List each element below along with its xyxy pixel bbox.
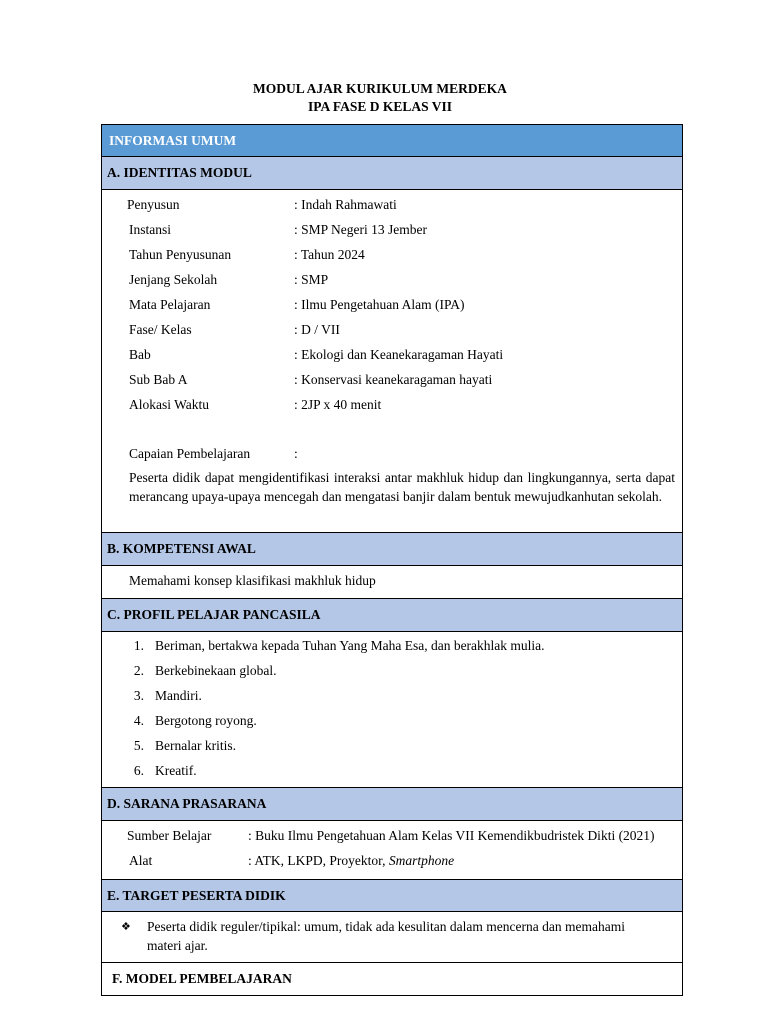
target-text: Peserta didik reguler/tipikal: umum, tidak ada kesulitan dalam mencerna dan memahami materi ajar. — [147, 919, 625, 953]
section-b-header — [101, 533, 683, 566]
alat-value-italic: Smartphone — [388, 853, 455, 868]
informasi-umum-label: INFORMASI UMUM — [109, 132, 237, 148]
profil-item-2: Mandiri. — [155, 688, 202, 703]
profil-item-3: Bergotong royong. — [155, 713, 257, 728]
informasi-umum-header — [101, 124, 683, 157]
profil-num-2: 3. — [133, 688, 144, 703]
identitas-value-6: : Ekologi dan Keanekaragaman Hayati — [294, 347, 504, 362]
section-f-header — [101, 963, 683, 996]
identitas-label-4: Mata Pelajaran — [129, 297, 211, 312]
identitas-label-3: Jenjang Sekolah — [129, 272, 218, 287]
profil-num-5: 6. — [133, 763, 144, 778]
profil-num-4: 5. — [133, 738, 144, 753]
identitas-value-1: : SMP Negeri 13 Jember — [294, 222, 427, 237]
identitas-label-0: Penyusun — [127, 197, 180, 212]
profil-item-1: Berkebinekaan global. — [155, 663, 277, 678]
section-d-label: D. SARANA PRASARANA — [107, 796, 267, 811]
document-title: MODUL AJAR KURIKULUM MERDEKA — [253, 81, 507, 96]
sumber-belajar-label: Sumber Belajar — [127, 828, 212, 843]
identitas-value-8: : 2JP x 40 menit — [294, 397, 382, 412]
document-subtitle: IPA FASE D KELAS VII — [307, 99, 453, 114]
profil-num-0: 1. — [133, 638, 144, 653]
identitas-value-2: : Tahun 2024 — [294, 247, 365, 262]
alat-value-text: : ATK, LKPD, Proyektor, — [248, 853, 389, 868]
identitas-label-6: Bab — [129, 347, 151, 362]
profil-num-1: 2. — [133, 663, 144, 678]
section-e-header — [101, 880, 683, 912]
alat-label: Alat — [129, 853, 153, 868]
alat-value — [248, 853, 454, 869]
capaian-label: Capaian Pembelajaran — [129, 446, 251, 461]
section-e-label: E. TARGET PESERTA DIDIK — [107, 887, 286, 903]
identitas-label-1: Instansi — [129, 222, 171, 237]
identitas-value-0: : Indah Rahmawati — [294, 197, 397, 212]
section-c-header — [101, 599, 683, 632]
section-d-header — [101, 788, 683, 821]
profil-item-0: Beriman, bertakwa kepada Tuhan Yang Maha Esa, dan berakhlak mulia. — [155, 638, 545, 653]
section-c-label: C. PROFIL PELAJAR PANCASILA — [107, 607, 321, 622]
profil-num-3: 4. — [133, 713, 144, 728]
section-a-header — [101, 157, 683, 190]
identitas-value-5: : D / VII — [294, 322, 340, 337]
identitas-value-7: : Konservasi keanekaragaman hayati — [294, 372, 493, 387]
profil-item-4: Bernalar kritis. — [155, 738, 236, 753]
identitas-label-2: Tahun Penyusunan — [129, 247, 232, 262]
profil-item-5: Kreatif. — [155, 763, 197, 778]
sumber-belajar-value: : Buku Ilmu Pengetahuan Alam Kelas VII Kemendikbudristek Dikti (2021) — [248, 828, 655, 843]
capaian-text: Peserta didik dapat mengidentifikasi interaksi antar makhluk hidup dan lingkungannya, serta dapat merancang upaya-upaya mencegah dan mengatasi banjir dalam bentuk mewujudkanhutan sekolah. — [129, 470, 675, 504]
section-b-label: B. KOMPETENSI AWAL — [107, 541, 256, 556]
section-f-label: F. MODEL PEMBELAJARAN — [112, 971, 292, 986]
capaian-colon: : — [294, 446, 298, 461]
identitas-value-3: : SMP — [294, 272, 329, 287]
identitas-label-8: Alokasi Waktu — [129, 397, 210, 412]
diamond-bullet-icon: ❖ — [121, 921, 131, 933]
identitas-value-4: : Ilmu Pengetahuan Alam (IPA) — [294, 297, 465, 312]
identitas-label-7: Sub Bab A — [129, 372, 188, 387]
identitas-label-5: Fase/ Kelas — [129, 322, 192, 337]
section-a-label: A. IDENTITAS MODUL — [107, 165, 252, 180]
kompetensi-awal-text: Memahami konsep klasifikasi makhluk hidup — [129, 573, 376, 588]
